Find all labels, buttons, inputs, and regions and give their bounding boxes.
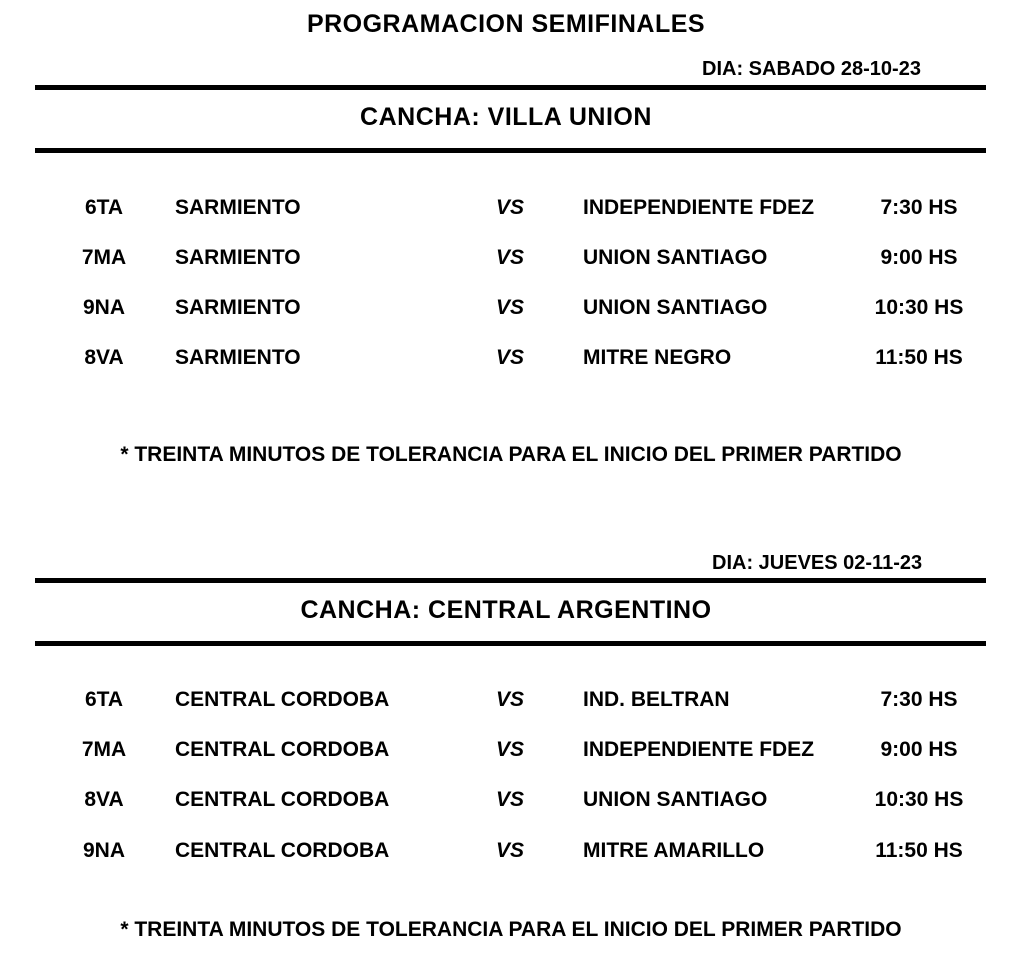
home-team: SARMIENTO xyxy=(175,296,301,319)
home-team: SARMIENTO xyxy=(175,246,301,269)
away-team: UNION SANTIAGO xyxy=(583,296,768,319)
away-team: UNION SANTIAGO xyxy=(583,788,768,811)
day-label: DIA: SABADO 28-10-23 xyxy=(702,58,921,80)
away-team: UNION SANTIAGO xyxy=(583,246,768,269)
tolerance-note: * TREINTA MINUTOS DE TOLERANCIA PARA EL INICIO DEL PRIMER PARTIDO xyxy=(120,918,902,941)
match-row xyxy=(0,738,1012,768)
away-team: INDEPENDIENTE FDEZ xyxy=(583,196,815,219)
divider xyxy=(35,641,986,646)
tolerance-note: * TREINTA MINUTOS DE TOLERANCIA PARA EL INICIO DEL PRIMER PARTIDO xyxy=(120,443,902,466)
home-team: CENTRAL CORDOBA xyxy=(175,738,390,761)
match-row xyxy=(0,296,1012,326)
versus-label: VS xyxy=(495,296,524,319)
match-row xyxy=(0,788,1012,818)
versus-label: VS xyxy=(495,688,524,711)
home-team: SARMIENTO xyxy=(175,196,301,219)
match-time: 9:00 HS xyxy=(880,246,958,269)
match-row xyxy=(0,688,1012,718)
venue-title: CANCHA: VILLA UNION xyxy=(360,103,652,131)
match-row xyxy=(0,839,1012,869)
home-team: CENTRAL CORDOBA xyxy=(175,788,390,811)
match-row xyxy=(0,196,1012,226)
category: 6TA xyxy=(84,196,124,219)
divider xyxy=(35,148,986,153)
match-time: 10:30 HS xyxy=(874,788,964,811)
versus-label: VS xyxy=(495,738,524,761)
page-title: PROGRAMACION SEMIFINALES xyxy=(306,10,706,38)
category: 7MA xyxy=(81,246,127,269)
divider xyxy=(35,85,986,90)
match-time: 10:30 HS xyxy=(874,296,964,319)
away-team: MITRE AMARILLO xyxy=(583,839,765,862)
category: 6TA xyxy=(84,688,124,711)
home-team: SARMIENTO xyxy=(175,346,301,369)
away-team: INDEPENDIENTE FDEZ xyxy=(583,738,815,761)
category: 8VA xyxy=(84,346,124,369)
away-team: IND. BELTRAN xyxy=(583,688,730,711)
venue-title: CANCHA: CENTRAL ARGENTINO xyxy=(300,596,712,624)
day-label: DIA: JUEVES 02-11-23 xyxy=(712,552,923,574)
match-time: 11:50 HS xyxy=(875,346,963,369)
match-row xyxy=(0,246,1012,276)
versus-label: VS xyxy=(495,196,524,219)
away-team: MITRE NEGRO xyxy=(583,346,732,369)
category: 7MA xyxy=(81,738,127,761)
home-team: CENTRAL CORDOBA xyxy=(175,688,390,711)
home-team: CENTRAL CORDOBA xyxy=(175,839,390,862)
match-row xyxy=(0,346,1012,376)
versus-label: VS xyxy=(495,346,524,369)
versus-label: VS xyxy=(495,246,524,269)
versus-label: VS xyxy=(495,839,524,862)
category: 8VA xyxy=(84,788,124,811)
match-time: 7:30 HS xyxy=(880,688,958,711)
category: 9NA xyxy=(82,839,125,862)
category: 9NA xyxy=(82,296,125,319)
match-time: 7:30 HS xyxy=(880,196,958,219)
versus-label: VS xyxy=(495,788,524,811)
match-time: 11:50 HS xyxy=(875,839,963,862)
match-time: 9:00 HS xyxy=(880,738,958,761)
divider xyxy=(35,578,986,583)
